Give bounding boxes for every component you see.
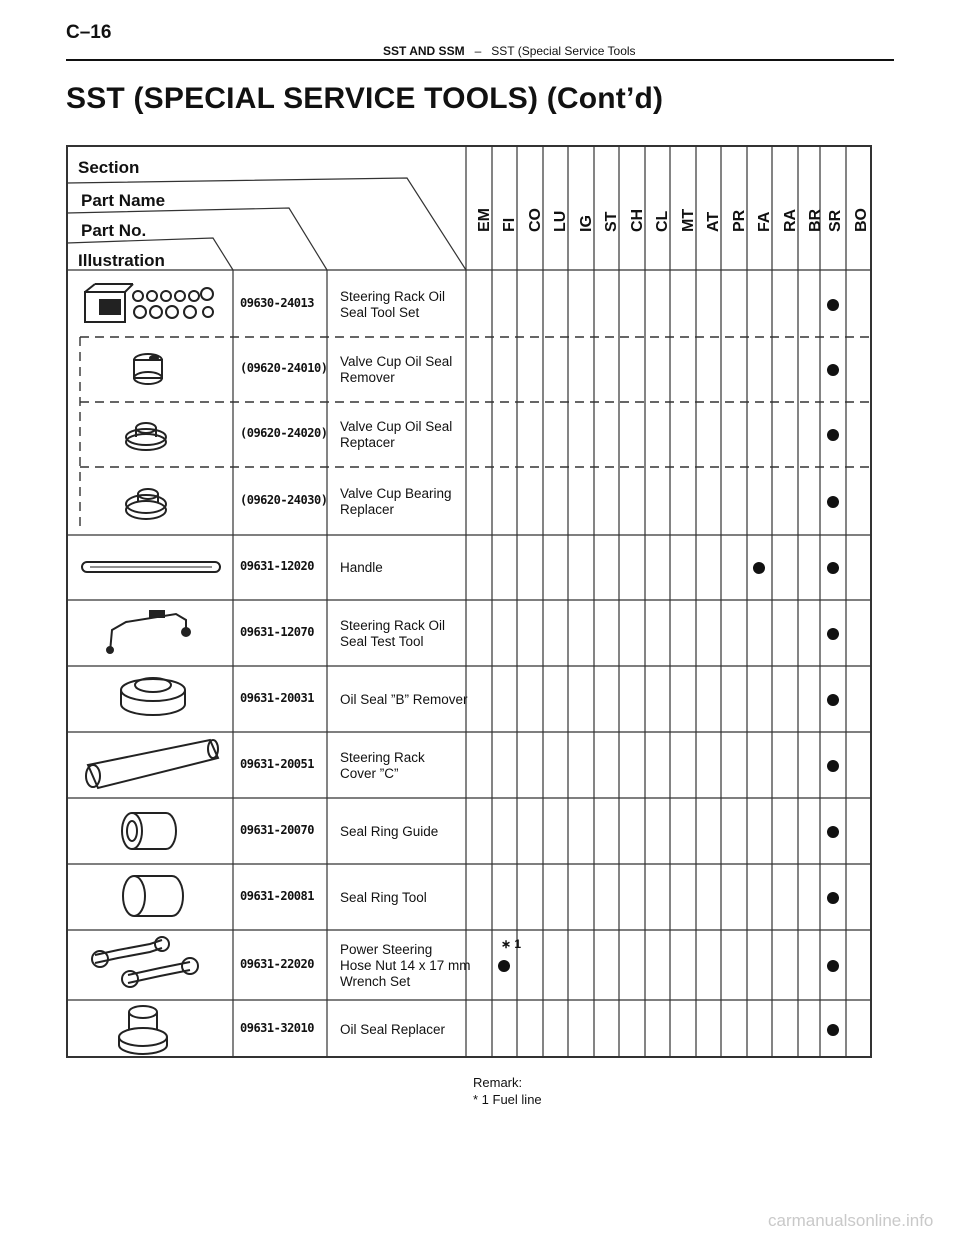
part-name: Valve Cup Oil Seal Remover — [340, 354, 453, 385]
part-number: 09631-20081 — [240, 888, 314, 903]
part-number: 09631-12070 — [240, 624, 314, 639]
part-name: Steering Rack Oil Seal Tool Set — [340, 288, 446, 320]
column-header-fi: FI — [501, 217, 518, 232]
part-number: 09631-20051 — [240, 756, 314, 771]
part-name: Power Steering Hose Nut 14 x 17 mm Wrench Set — [340, 941, 471, 989]
column-header-lu: LU — [552, 210, 569, 232]
column-header-ig: IG — [578, 215, 595, 232]
column-header-st: ST — [603, 211, 620, 232]
wrench-set-icon — [92, 937, 198, 987]
tool-set-icon — [85, 284, 213, 322]
column-header-sr: SR — [827, 209, 844, 232]
seal-ring-guide-icon — [122, 813, 176, 849]
column-header-at: AT — [705, 211, 722, 232]
header-illustration-label: Illustration — [78, 251, 165, 270]
column-header-pr: PR — [731, 209, 748, 232]
part-name: Seal Ring Guide — [340, 823, 439, 839]
seal-test-tool-icon — [107, 611, 190, 653]
watermark: carmanualsonline.info — [768, 1211, 934, 1230]
handle-icon — [82, 562, 220, 572]
remark-title: Remark: — [473, 1075, 523, 1090]
header-separator: – — [474, 44, 482, 58]
part-name: Seal Ring Tool — [340, 889, 427, 905]
header-section: SST AND SSM — [383, 44, 465, 58]
oil-seal-b-remover-icon — [121, 678, 185, 715]
valve-cup-bearing-replacer-icon — [126, 489, 166, 519]
rack-cover-c-icon — [86, 740, 218, 788]
part-name: Oil Seal ”B” Remover — [340, 691, 468, 707]
column-header-mt: MT — [680, 208, 697, 232]
header-subtitle: SST (Special Service Tools — [491, 44, 636, 58]
part-name: Valve Cup Bearing Replacer — [340, 485, 452, 517]
seal-ring-tool-icon — [123, 876, 183, 916]
page-number: C–16 — [66, 22, 112, 43]
part-number: (09620-24030) — [240, 492, 328, 507]
column-header-ch: CH — [629, 208, 646, 232]
column-header-bo: BO — [853, 208, 870, 232]
footnote-marker: ∗ 1 — [501, 937, 522, 951]
valve-cup-remover-icon — [134, 354, 162, 384]
column-header-fa: FA — [756, 211, 773, 232]
column-header-em: EM — [476, 208, 493, 232]
part-number: 09631-20070 — [240, 822, 314, 837]
part-name: Handle — [340, 560, 383, 575]
part-number: 09630-24013 — [240, 295, 314, 310]
header-part-name-label: Part Name — [81, 191, 166, 210]
part-number: 09631-20031 — [240, 690, 314, 705]
part-number: 09631-22020 — [240, 956, 314, 971]
part-number: 09631-32010 — [240, 1020, 314, 1035]
part-number: (09620-24020) — [240, 426, 328, 440]
part-name: Steering Rack Cover ”C” — [340, 749, 425, 781]
header-section-label: Section — [78, 158, 140, 177]
part-name: Valve Cup Oil Seal Reptacer — [340, 419, 453, 450]
part-name: Oil Seal Replacer — [340, 1021, 446, 1037]
page-title: SST (SPECIAL SERVICE TOOLS) (Cont’d) — [66, 82, 664, 115]
column-header-cl: CL — [654, 210, 671, 232]
column-header-br: BR — [807, 208, 824, 232]
oil-seal-replacer-icon — [119, 1006, 167, 1054]
part-name: Steering Rack Oil Seal Test Tool — [340, 617, 446, 649]
part-number: (09620-24010) — [240, 361, 328, 375]
header-part-no-label: Part No. — [81, 221, 147, 240]
remark-item: * 1 Fuel line — [473, 1092, 542, 1107]
valve-cup-seal-replacer-icon — [126, 423, 166, 450]
column-header-co: CO — [527, 208, 544, 232]
column-header-ra: RA — [782, 208, 799, 232]
part-number: 09631-12020 — [240, 559, 314, 573]
